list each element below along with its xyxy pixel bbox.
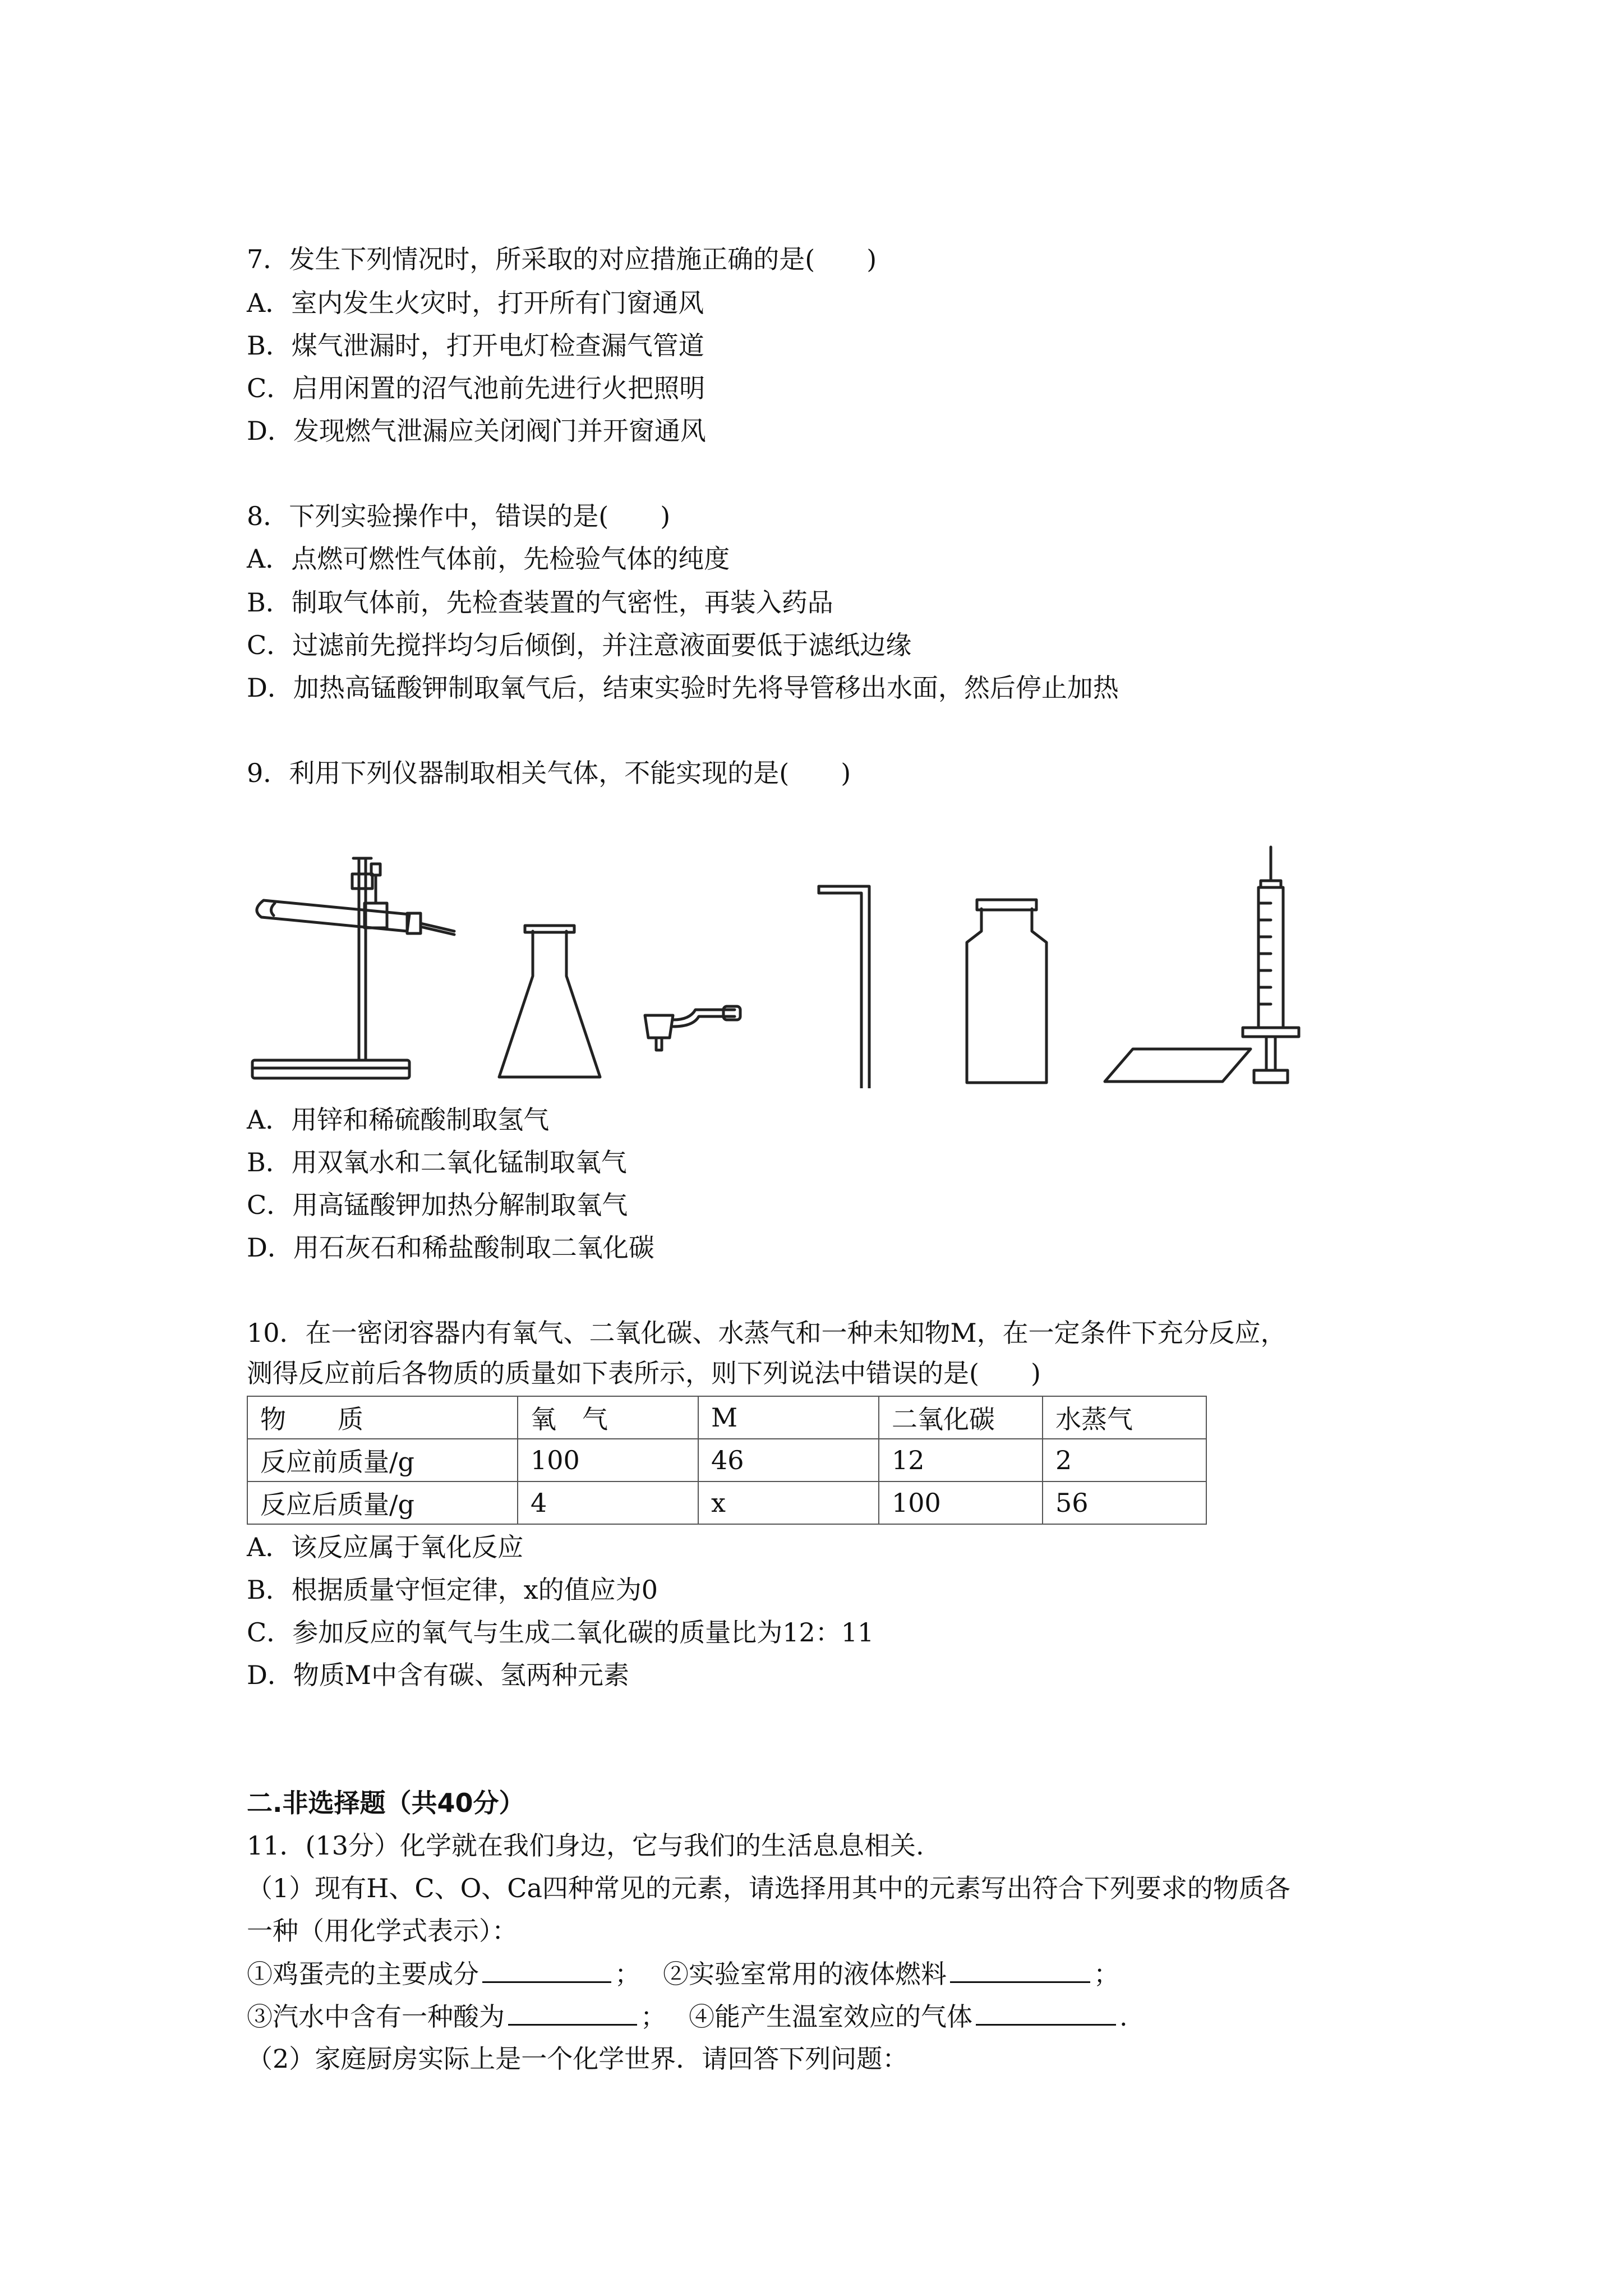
table-cell: 46 bbox=[698, 1439, 879, 1481]
q10-option-a: A．该反应属于氧化反应 bbox=[247, 1532, 524, 1562]
blank-label: ①鸡蛋壳的主要成分 bbox=[247, 1959, 479, 1989]
table-row bbox=[247, 1439, 1206, 1481]
q9-option-d: D．用石灰石和稀盐酸制取二氧化碳 bbox=[247, 1232, 654, 1263]
q8-stem: 8．下列实验操作中，错误的是( ) bbox=[247, 501, 671, 531]
q8-option-c: C．过滤前先搅拌均匀后倾倒，并注意液面要低于滤纸边缘 bbox=[247, 630, 912, 660]
q8-option-a: A．点燃可燃性气体前，先检验气体的纯度 bbox=[247, 544, 730, 574]
q10-option-b: B．根据质量守恒定律，x的值应为0 bbox=[247, 1575, 658, 1605]
conical-flask-icon bbox=[499, 926, 600, 1077]
table-header-cell: 水蒸气 bbox=[1043, 1396, 1206, 1439]
table-cell: 4 bbox=[518, 1481, 698, 1524]
q10-stem-line1: 10．在一密闭容器内有氧气、二氧化碳、水蒸气和一种未知物M，在一定条件下充分反应， bbox=[247, 1318, 1287, 1348]
syringe-icon bbox=[1243, 847, 1299, 1083]
stopper-with-tube-icon bbox=[645, 1006, 740, 1050]
separator: ； bbox=[1094, 1959, 1119, 1989]
answer-blank-3[interactable] bbox=[508, 1999, 637, 2026]
iron-stand-icon bbox=[252, 858, 454, 1078]
table-cell: 100 bbox=[879, 1481, 1043, 1524]
blank-label: ④能产生温室效应的气体 bbox=[689, 2001, 972, 2032]
q11-blank-row-2 bbox=[247, 1999, 1128, 2033]
section2-heading: 二.非选择题（共40分） bbox=[247, 1788, 525, 1818]
q7-option-b: B．煤气泄漏时，打开电灯检查漏气管道 bbox=[247, 330, 704, 361]
table-cell: 56 bbox=[1043, 1481, 1206, 1524]
mass-table bbox=[247, 1396, 1207, 1525]
answer-blank-4[interactable] bbox=[976, 1999, 1116, 2026]
table-header-row bbox=[247, 1396, 1206, 1439]
q10-option-c: C．参加反应的氧气与生成二氧化碳的质量比为12：11 bbox=[247, 1617, 874, 1648]
q7-option-a: A．室内发生火灾时，打开所有门窗通风 bbox=[247, 288, 704, 318]
table-row bbox=[247, 1481, 1206, 1524]
bent-glass-tube-icon bbox=[819, 886, 869, 1088]
q11-part1-line1: （1）现有H、C、O、Ca四种常见的元素，请选择用其中的元素写出符合下列要求的物质各 bbox=[247, 1873, 1290, 1903]
table-header-cell: 氧 气 bbox=[518, 1396, 698, 1439]
table-cell: 2 bbox=[1043, 1439, 1206, 1481]
table-cell: x bbox=[698, 1481, 879, 1524]
glass-plate-icon bbox=[1105, 1049, 1251, 1082]
q9-stem: 9．利用下列仪器制取相关气体，不能实现的是( ) bbox=[247, 758, 851, 788]
table-header-cell: 物 质 bbox=[247, 1396, 518, 1439]
q10-option-d: D．物质M中含有碳、氢两种元素 bbox=[247, 1660, 629, 1690]
q7-option-d: D．发现燃气泄漏应关闭阀门并开窗通风 bbox=[247, 416, 706, 446]
q9-option-a: A．用锌和稀硫酸制取氢气 bbox=[247, 1105, 550, 1135]
blank-label: ③汽水中含有一种酸为 bbox=[247, 2001, 505, 2032]
q9-option-b: B．用双氧水和二氧化锰制取氧气 bbox=[247, 1147, 627, 1177]
separator: ； bbox=[615, 1959, 640, 1989]
table-cell: 反应前质量/g bbox=[247, 1439, 518, 1481]
table-cell: 100 bbox=[518, 1439, 698, 1481]
lab-apparatus-figure bbox=[241, 841, 1340, 1088]
q10-stem-line2: 测得反应前后各物质的质量如下表所示，则下列说法中错误的是( ) bbox=[247, 1358, 1041, 1388]
q11-part1-line2: 一种（用化学式表示）： bbox=[247, 1916, 518, 1946]
blank-label: ②实验室常用的液体燃料 bbox=[663, 1959, 947, 1989]
separator: . bbox=[1119, 2001, 1128, 2032]
answer-blank-1[interactable] bbox=[482, 1957, 611, 1983]
q7-option-c: C．启用闲置的沼气池前先进行火把照明 bbox=[247, 373, 706, 403]
separator: ； bbox=[640, 2001, 666, 2032]
q8-option-d: D．加热高锰酸钾制取氧气后，结束实验时先将导管移出水面，然后停止加热 bbox=[247, 673, 1119, 703]
table-cell: 12 bbox=[879, 1439, 1043, 1481]
table-header-cell: M bbox=[698, 1396, 879, 1439]
q11-stem: 11．(13分）化学就在我们身边，它与我们的生活息息相关. bbox=[247, 1830, 924, 1861]
answer-blank-2[interactable] bbox=[950, 1957, 1090, 1983]
table-cell: 反应后质量/g bbox=[247, 1481, 518, 1524]
table-header-cell: 二氧化碳 bbox=[879, 1396, 1043, 1439]
q11-part2: （2）家庭厨房实际上是一个化学世界．请回答下列问题： bbox=[247, 2044, 909, 2074]
gas-bottle-icon bbox=[967, 900, 1046, 1083]
q9-option-c: C．用高锰酸钾加热分解制取氧气 bbox=[247, 1190, 628, 1220]
q8-option-b: B．制取气体前，先检查装置的气密性，再装入药品 bbox=[247, 587, 833, 618]
q11-blank-row-1 bbox=[247, 1957, 1119, 1991]
q7-stem: 7．发生下列情况时，所采取的对应措施正确的是( ) bbox=[247, 244, 877, 274]
